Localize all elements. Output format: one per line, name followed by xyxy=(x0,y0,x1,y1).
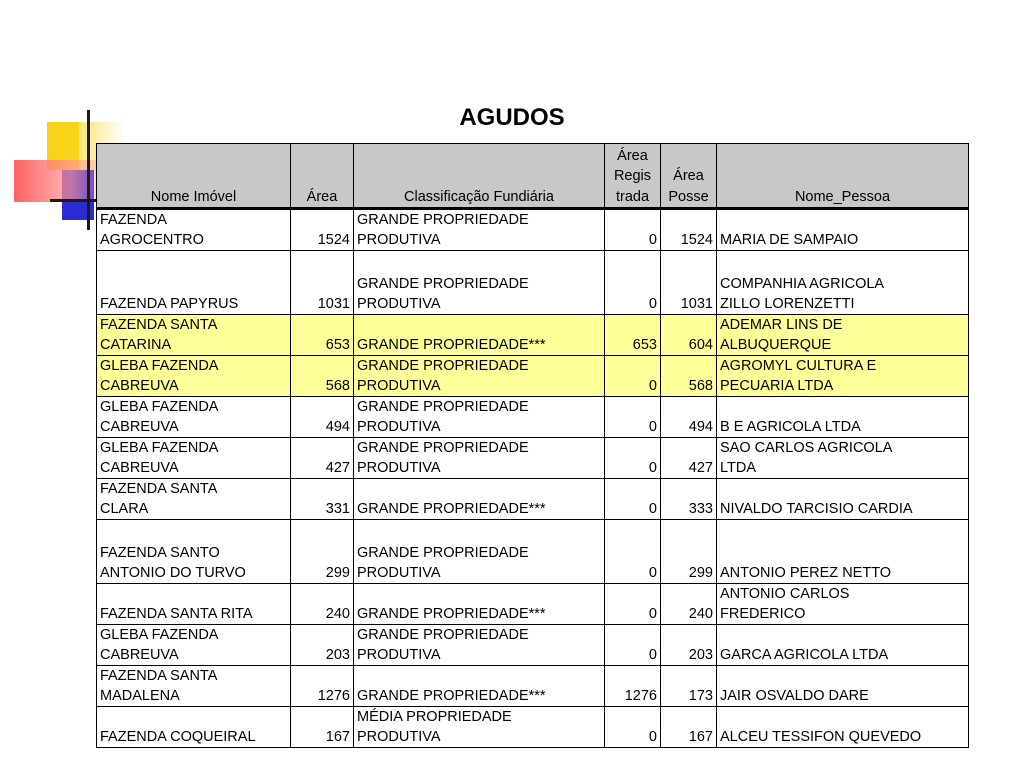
cell-nome-pessoa xyxy=(717,209,969,251)
cell-area-registrada: 0 xyxy=(605,625,661,666)
cell-text: PRODUTIVA xyxy=(357,565,441,581)
cell-area-posse: 427 xyxy=(661,438,717,479)
header-area-registrada-line1: Área xyxy=(617,147,648,164)
cell-text: CABREUVA xyxy=(100,460,179,476)
table-row xyxy=(97,209,969,251)
cell-area: 494 xyxy=(291,397,354,438)
cell-text: GRANDE PROPRIEDADE xyxy=(357,545,529,561)
cell-area-registrada: 1276 xyxy=(605,666,661,707)
table-row xyxy=(97,707,969,748)
cell-area-registrada: 0 xyxy=(605,438,661,479)
cell-nome-pessoa xyxy=(717,356,969,397)
cell-area-posse: 167 xyxy=(661,707,717,748)
cell-area-posse: 1031 xyxy=(661,251,717,315)
cell-nome-imovel xyxy=(97,584,291,625)
cell-text: PRODUTIVA xyxy=(357,729,441,745)
cell-nome-pessoa xyxy=(717,666,969,707)
cell-text: CABREUVA xyxy=(100,419,179,435)
cell-text: ANTONIO CARLOS xyxy=(720,586,850,602)
cell-classificacao xyxy=(354,707,605,748)
cell-text: GARCA AGRICOLA LTDA xyxy=(720,647,889,663)
cell-text: FAZENDA SANTA RITA xyxy=(100,606,253,622)
cell-area: 568 xyxy=(291,356,354,397)
cell-area: 331 xyxy=(291,479,354,520)
cell-nome-pessoa xyxy=(717,251,969,315)
cell-area: 203 xyxy=(291,625,354,666)
header-area-registrada-line2: Regis xyxy=(613,168,652,184)
cell-text: FAZENDA xyxy=(100,212,167,228)
cell-area: 167 xyxy=(291,707,354,748)
cell-text: ALCEU TESSIFON QUEVEDO xyxy=(720,729,922,745)
cell-area-registrada: 0 xyxy=(605,707,661,748)
cell-text: FAZENDA SANTO xyxy=(100,545,220,561)
table-row xyxy=(97,625,969,666)
header-area-posse-line1: Área xyxy=(673,168,704,184)
cell-classificacao xyxy=(354,356,605,397)
cell-text: NIVALDO TARCISIO CARDIA xyxy=(720,501,913,517)
cell-text: PRODUTIVA xyxy=(357,378,441,394)
table-row xyxy=(97,666,969,707)
cell-text: SAO CARLOS AGRICOLA xyxy=(720,440,893,456)
cell-area: 240 xyxy=(291,584,354,625)
cell-area-posse: 604 xyxy=(661,315,717,356)
cell-nome-pessoa xyxy=(717,438,969,479)
cell-text: GRANDE PROPRIEDADE xyxy=(357,358,529,374)
cell-classificacao xyxy=(354,438,605,479)
cell-text: GRANDE PROPRIEDADE xyxy=(357,627,529,643)
cell-text: GRANDE PROPRIEDADE xyxy=(357,212,529,228)
cell-nome-pessoa xyxy=(717,520,969,584)
cell-nome-imovel xyxy=(97,479,291,520)
cell-area-posse: 299 xyxy=(661,520,717,584)
cell-nome-pessoa xyxy=(717,479,969,520)
cell-nome-pessoa xyxy=(717,707,969,748)
cell-nome-imovel xyxy=(97,520,291,584)
header-area-posse xyxy=(661,144,717,209)
cell-area: 1031 xyxy=(291,251,354,315)
cell-area-posse: 1524 xyxy=(661,209,717,251)
cell-area-posse: 240 xyxy=(661,584,717,625)
cell-area: 1524 xyxy=(291,209,354,251)
cell-text: FAZENDA PAPYRUS xyxy=(100,296,239,312)
cell-nome-pessoa xyxy=(717,397,969,438)
header-area: Área xyxy=(291,144,354,209)
table-row xyxy=(97,438,969,479)
header-area-registrada-line3: trada xyxy=(615,188,650,205)
table-row xyxy=(97,520,969,584)
cell-text: CABREUVA xyxy=(100,647,179,663)
cell-text: GLEBA FAZENDA xyxy=(100,627,219,643)
header-area-posse-line2: Posse xyxy=(668,188,709,205)
cell-text: AGROMYL CULTURA E xyxy=(720,358,877,374)
cell-area-posse: 494 xyxy=(661,397,717,438)
header-nome-imovel: Nome Imóvel xyxy=(97,144,291,209)
cell-text: ADEMAR LINS DE xyxy=(720,317,843,333)
cell-text: FAZENDA SANTA xyxy=(100,481,218,497)
cell-area-posse: 568 xyxy=(661,356,717,397)
table-row xyxy=(97,584,969,625)
cell-nome-pessoa xyxy=(717,625,969,666)
cell-text: GRANDE PROPRIEDADE xyxy=(357,399,529,415)
page-title: AGUDOS xyxy=(459,104,565,131)
cell-text: GRANDE PROPRIEDADE xyxy=(357,276,529,292)
cell-text: MADALENA xyxy=(100,688,180,704)
cell-nome-imovel xyxy=(97,707,291,748)
cell-nome-imovel xyxy=(97,209,291,251)
cell-classificacao xyxy=(354,584,605,625)
cell-text: B E AGRICOLA LTDA xyxy=(720,419,861,435)
cell-text: FAZENDA SANTA xyxy=(100,668,218,684)
cell-classificacao xyxy=(354,479,605,520)
cell-classificacao xyxy=(354,251,605,315)
cell-text: GRANDE PROPRIEDADE*** xyxy=(357,337,546,353)
header-area-registrada xyxy=(605,144,661,209)
cell-area-registrada: 0 xyxy=(605,209,661,251)
cell-text: PRODUTIVA xyxy=(357,296,441,312)
cell-text: GLEBA FAZENDA xyxy=(100,358,219,374)
cell-area-posse: 203 xyxy=(661,625,717,666)
cell-text: PRODUTIVA xyxy=(357,647,441,663)
cell-area-posse: 333 xyxy=(661,479,717,520)
cell-area-registrada: 0 xyxy=(605,520,661,584)
cell-text: PECUARIA LTDA xyxy=(720,378,834,394)
cell-text: PRODUTIVA xyxy=(357,419,441,435)
cell-text: FAZENDA COQUEIRAL xyxy=(100,729,256,745)
cell-classificacao xyxy=(354,666,605,707)
cell-area: 299 xyxy=(291,520,354,584)
cell-text: ALBUQUERQUE xyxy=(720,337,832,353)
cell-area-registrada: 0 xyxy=(605,397,661,438)
table-row xyxy=(97,397,969,438)
cell-text: GRANDE PROPRIEDADE xyxy=(357,440,529,456)
cell-classificacao xyxy=(354,315,605,356)
cell-text: GLEBA FAZENDA xyxy=(100,399,219,415)
cell-text: GRANDE PROPRIEDADE*** xyxy=(357,501,546,517)
cell-text: ANTONIO PEREZ NETTO xyxy=(720,565,892,581)
cell-text: GLEBA FAZENDA xyxy=(100,440,219,456)
cell-text: PRODUTIVA xyxy=(357,460,441,476)
cell-nome-pessoa xyxy=(717,584,969,625)
table-row-highlighted xyxy=(97,315,969,356)
cell-area-registrada: 0 xyxy=(605,479,661,520)
cell-text: COMPANHIA AGRICOLA xyxy=(720,276,885,292)
cell-text: FAZENDA SANTA xyxy=(100,317,218,333)
cell-area-registrada: 653 xyxy=(605,315,661,356)
cell-text: GRANDE PROPRIEDADE*** xyxy=(357,606,546,622)
cell-nome-imovel xyxy=(97,397,291,438)
cell-area-registrada: 0 xyxy=(605,584,661,625)
cell-nome-imovel xyxy=(97,251,291,315)
cell-nome-pessoa xyxy=(717,315,969,356)
cell-text: MÉDIA PROPRIEDADE xyxy=(357,709,512,725)
cell-text: PRODUTIVA xyxy=(357,232,441,248)
cell-text: ANTONIO DO TURVO xyxy=(100,565,246,581)
cell-text: CATARINA xyxy=(100,337,172,353)
cell-area: 653 xyxy=(291,315,354,356)
header-nome-pessoa: Nome_Pessoa xyxy=(717,144,969,209)
table-row-highlighted xyxy=(97,356,969,397)
cell-nome-imovel xyxy=(97,315,291,356)
cell-text: LTDA xyxy=(720,460,756,476)
cell-text: FREDERICO xyxy=(720,606,806,622)
cell-text: AGROCENTRO xyxy=(100,232,204,248)
cell-text: GRANDE PROPRIEDADE*** xyxy=(357,688,546,704)
cell-area: 1276 xyxy=(291,666,354,707)
cell-area-registrada: 0 xyxy=(605,356,661,397)
cell-classificacao xyxy=(354,209,605,251)
table-header-row xyxy=(97,144,969,209)
cell-nome-imovel xyxy=(97,625,291,666)
cell-text: MARIA DE SAMPAIO xyxy=(720,232,859,248)
cell-classificacao xyxy=(354,520,605,584)
cell-area-registrada: 0 xyxy=(605,251,661,315)
cell-text: CLARA xyxy=(100,501,149,517)
property-table xyxy=(96,143,969,748)
cell-nome-imovel xyxy=(97,438,291,479)
cell-text: CABREUVA xyxy=(100,378,179,394)
cell-text: JAIR OSVALDO DARE xyxy=(720,688,869,704)
header-classificacao: Classificação Fundiária xyxy=(354,144,605,209)
cell-area-posse: 173 xyxy=(661,666,717,707)
cell-classificacao xyxy=(354,625,605,666)
cell-text: ZILLO LORENZETTI xyxy=(720,296,855,312)
cell-classificacao xyxy=(354,397,605,438)
table-row xyxy=(97,479,969,520)
table-row xyxy=(97,251,969,315)
cell-area: 427 xyxy=(291,438,354,479)
cell-nome-imovel xyxy=(97,356,291,397)
cell-nome-imovel xyxy=(97,666,291,707)
